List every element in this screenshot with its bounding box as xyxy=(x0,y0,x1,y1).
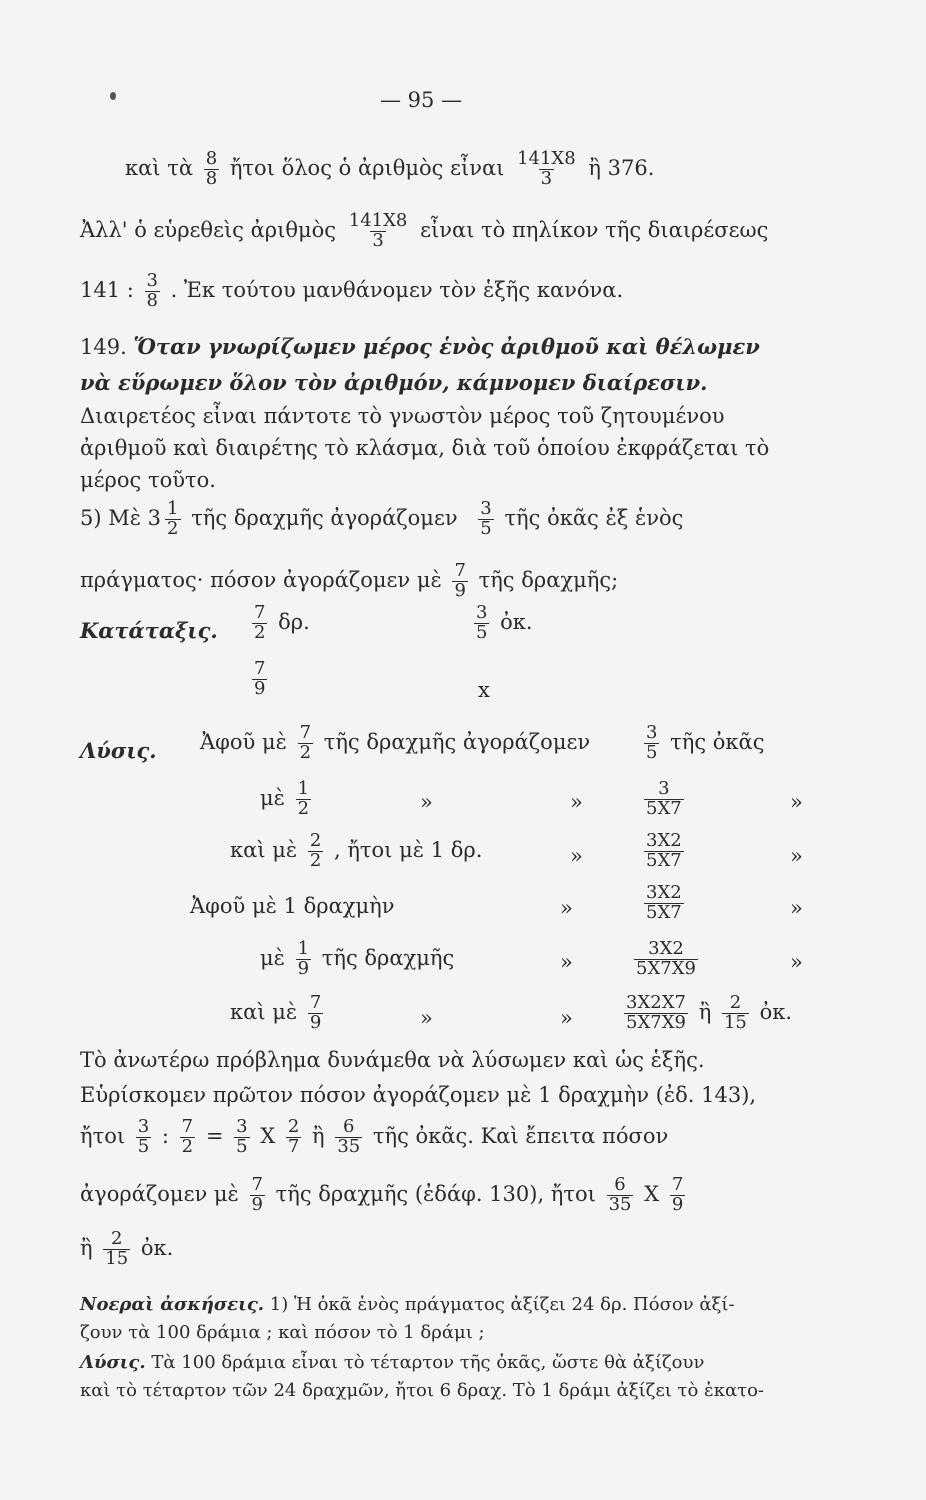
kataxis-row-1-left: $\frac{7}{2}$ δρ. xyxy=(254,602,310,643)
lysis-row-4-result: $\frac{3X2}{5X7}$ xyxy=(646,882,682,923)
fraction: $\frac{1}{2}$ xyxy=(167,498,179,539)
ditto-mark: » xyxy=(560,950,573,974)
line-2: Ἀλλ' ὁ εὑρεθεὶς ἀριθμὸς $\frac{141X8}{3}$ εἶναι τὸ πηλίκον τῆς διαιρέσεως xyxy=(80,210,769,251)
kataxis-unknown: x xyxy=(478,678,490,702)
ditto-mark: » xyxy=(420,1006,433,1030)
ditto-mark: » xyxy=(570,844,583,868)
rule-line-2: νὰ εὕρωμεν ὅλον τὸν ἀριθμόν, κάμνομεν διαίρεσιν. xyxy=(80,370,708,395)
exercise-line-3: Λύσις. Τὰ 100 δράμια εἶναι τὸ τέταρτον τῆς ὀκᾶς, ὥστε θὰ ἀξίζουν xyxy=(80,1352,705,1373)
alt-line-2: Εὑρίσκομεν πρῶτον πόσον ἀγοράζομεν μὲ 1 δραχμὴν (ἐδ. 143), xyxy=(80,1083,757,1107)
alt-line-1: Τὸ ἀνωτέρω πρόβλημα δυνάμεθα νὰ λύσωμεν καὶ ὡς ἑξῆς. xyxy=(80,1048,705,1072)
exercise-line-1: Νοεραὶ ἀσκήσεις. 1) Ἡ ὀκᾶ ἑνὸς πράγματος ἀξίζει 24 δρ. Πόσον ἀξί- xyxy=(80,1294,735,1315)
fraction: $\frac{3}{5}$ xyxy=(480,498,492,539)
ditto-mark: » xyxy=(790,950,803,974)
alt-line-4: ἀγοράζομεν μὲ $\frac{7}{9}$ τῆς δραχμῆς (ἐδάφ. 130), ἤτοι $\frac{6}{35}$ X $\frac{7}{9}$ xyxy=(80,1174,684,1215)
lysis-row-5-result: $\frac{3X2}{5X7X9}$ xyxy=(636,938,696,979)
kataxis-row-1-right: $\frac{3}{5}$ ὀκ. xyxy=(476,602,533,643)
fraction: $\frac{3}{8}$ xyxy=(146,270,158,311)
fraction: $\frac{7}{9}$ xyxy=(454,560,466,601)
lysis-label: Λύσις. xyxy=(80,738,157,763)
lysis-row-2: μὲ $\frac{1}{2}$ xyxy=(260,778,310,819)
lysis-row-3: καὶ μὲ $\frac{2}{2}$ , ἤτοι μὲ 1 δρ. xyxy=(230,830,483,871)
alt-line-5: ἢ $\frac{2}{15}$ ὀκ. xyxy=(80,1228,174,1269)
exercise-line-2: ζουν τὰ 100 δράμια ; καὶ πόσον τὸ 1 δράμι ; xyxy=(80,1322,485,1343)
lysis-row-6-result: $\frac{3X2X7}{5X7X9}$ ἢ $\frac{2}{15}$ ὀκ. xyxy=(626,992,793,1033)
kataxis-row-2-left: $\frac{7}{9}$ xyxy=(254,658,266,699)
ink-spot xyxy=(110,92,116,100)
line-1: καὶ τὰ $\frac{8}{8}$ ἤτοι ὅλος ὁ ἀριθμὸς εἶναι $\frac{141X8}{3}$ ἢ 376. xyxy=(125,148,655,189)
lysis-row-5: μὲ $\frac{1}{9}$ τῆς δραχμῆς xyxy=(260,938,455,979)
ditto-mark: » xyxy=(790,790,803,814)
problem-5-line-2: πράγματος· πόσον ἀγοράζομεν μὲ $\frac{7}{9}$ τῆς δραχμῆς; xyxy=(80,560,619,601)
kataxis-label: Κατάταξις. xyxy=(80,618,218,643)
lysis-row-2-result: $\frac{3}{5X7}$ xyxy=(646,778,682,819)
alt-line-3: ἤτοι $\frac{3}{5}$ : $\frac{7}{2}$ = $\frac{3}{5}$ X $\frac{2}{7}$ ἢ $\frac{6}{35}$ τῆς ὀκᾶς. Καὶ ἔπειτα πόσον xyxy=(80,1116,669,1157)
ditto-mark: » xyxy=(570,790,583,814)
para-line-1: Διαιρετέος εἶναι πάντοτε τὸ γνωστὸν μέρος τοῦ ζητουμένου xyxy=(80,404,725,428)
ditto-mark: » xyxy=(790,844,803,868)
page-number: — 95 — xyxy=(380,88,463,112)
fraction: $\frac{8}{8}$ xyxy=(205,148,218,189)
fraction: $\frac{141X8}{3}$ xyxy=(348,210,408,251)
lysis-row-1-result: $\frac{3}{5}$ τῆς ὀκᾶς xyxy=(646,722,765,763)
ditto-mark: » xyxy=(560,1006,573,1030)
ditto-mark: » xyxy=(790,896,803,920)
para-line-2: ἀριθμοῦ καὶ διαιρέτης τὸ κλάσμα, διὰ τοῦ ὁποίου ἐκφράζεται τὸ xyxy=(80,436,770,460)
problem-5-line-1: 5) Μὲ 3 $\frac{1}{2}$ τῆς δραχμῆς ἀγοράζομεν $\frac{3}{5}$ τῆς ὀκᾶς ἐξ ἑνὸς xyxy=(80,498,684,539)
lysis-row-3-result: $\frac{3X2}{5X7}$ xyxy=(646,830,682,871)
lysis-row-6: καὶ μὲ $\frac{7}{9}$ xyxy=(230,992,322,1033)
exercise-line-4: καὶ τὸ τέταρτον τῶν 24 δραχμῶν, ἤτοι 6 δραχ. Τὸ 1 δράμι ἀξίζει τὸ ἑκατο- xyxy=(80,1380,764,1401)
lysis-row-1: Ἀφοῦ μὲ $\frac{7}{2}$ τῆς δραχμῆς ἀγοράζομεν xyxy=(200,722,591,763)
fraction: $\frac{141X8}{3}$ xyxy=(517,148,576,189)
line-3: 141 : $\frac{3}{8}$ . Ἐκ τούτου μανθάνομεν τὸν ἑξῆς κανόνα. xyxy=(80,270,624,311)
rule-line-1: 149. Ὅταν γνωρίζωμεν μέρος ἑνὸς ἀριθμοῦ καὶ θέλωμεν xyxy=(80,334,760,359)
ditto-mark: » xyxy=(560,896,573,920)
ditto-mark: » xyxy=(420,790,433,814)
lysis-row-4: Ἀφοῦ μὲ 1 δραχμὴν xyxy=(190,894,395,918)
para-line-3: μέρος τοῦτο. xyxy=(80,468,216,492)
